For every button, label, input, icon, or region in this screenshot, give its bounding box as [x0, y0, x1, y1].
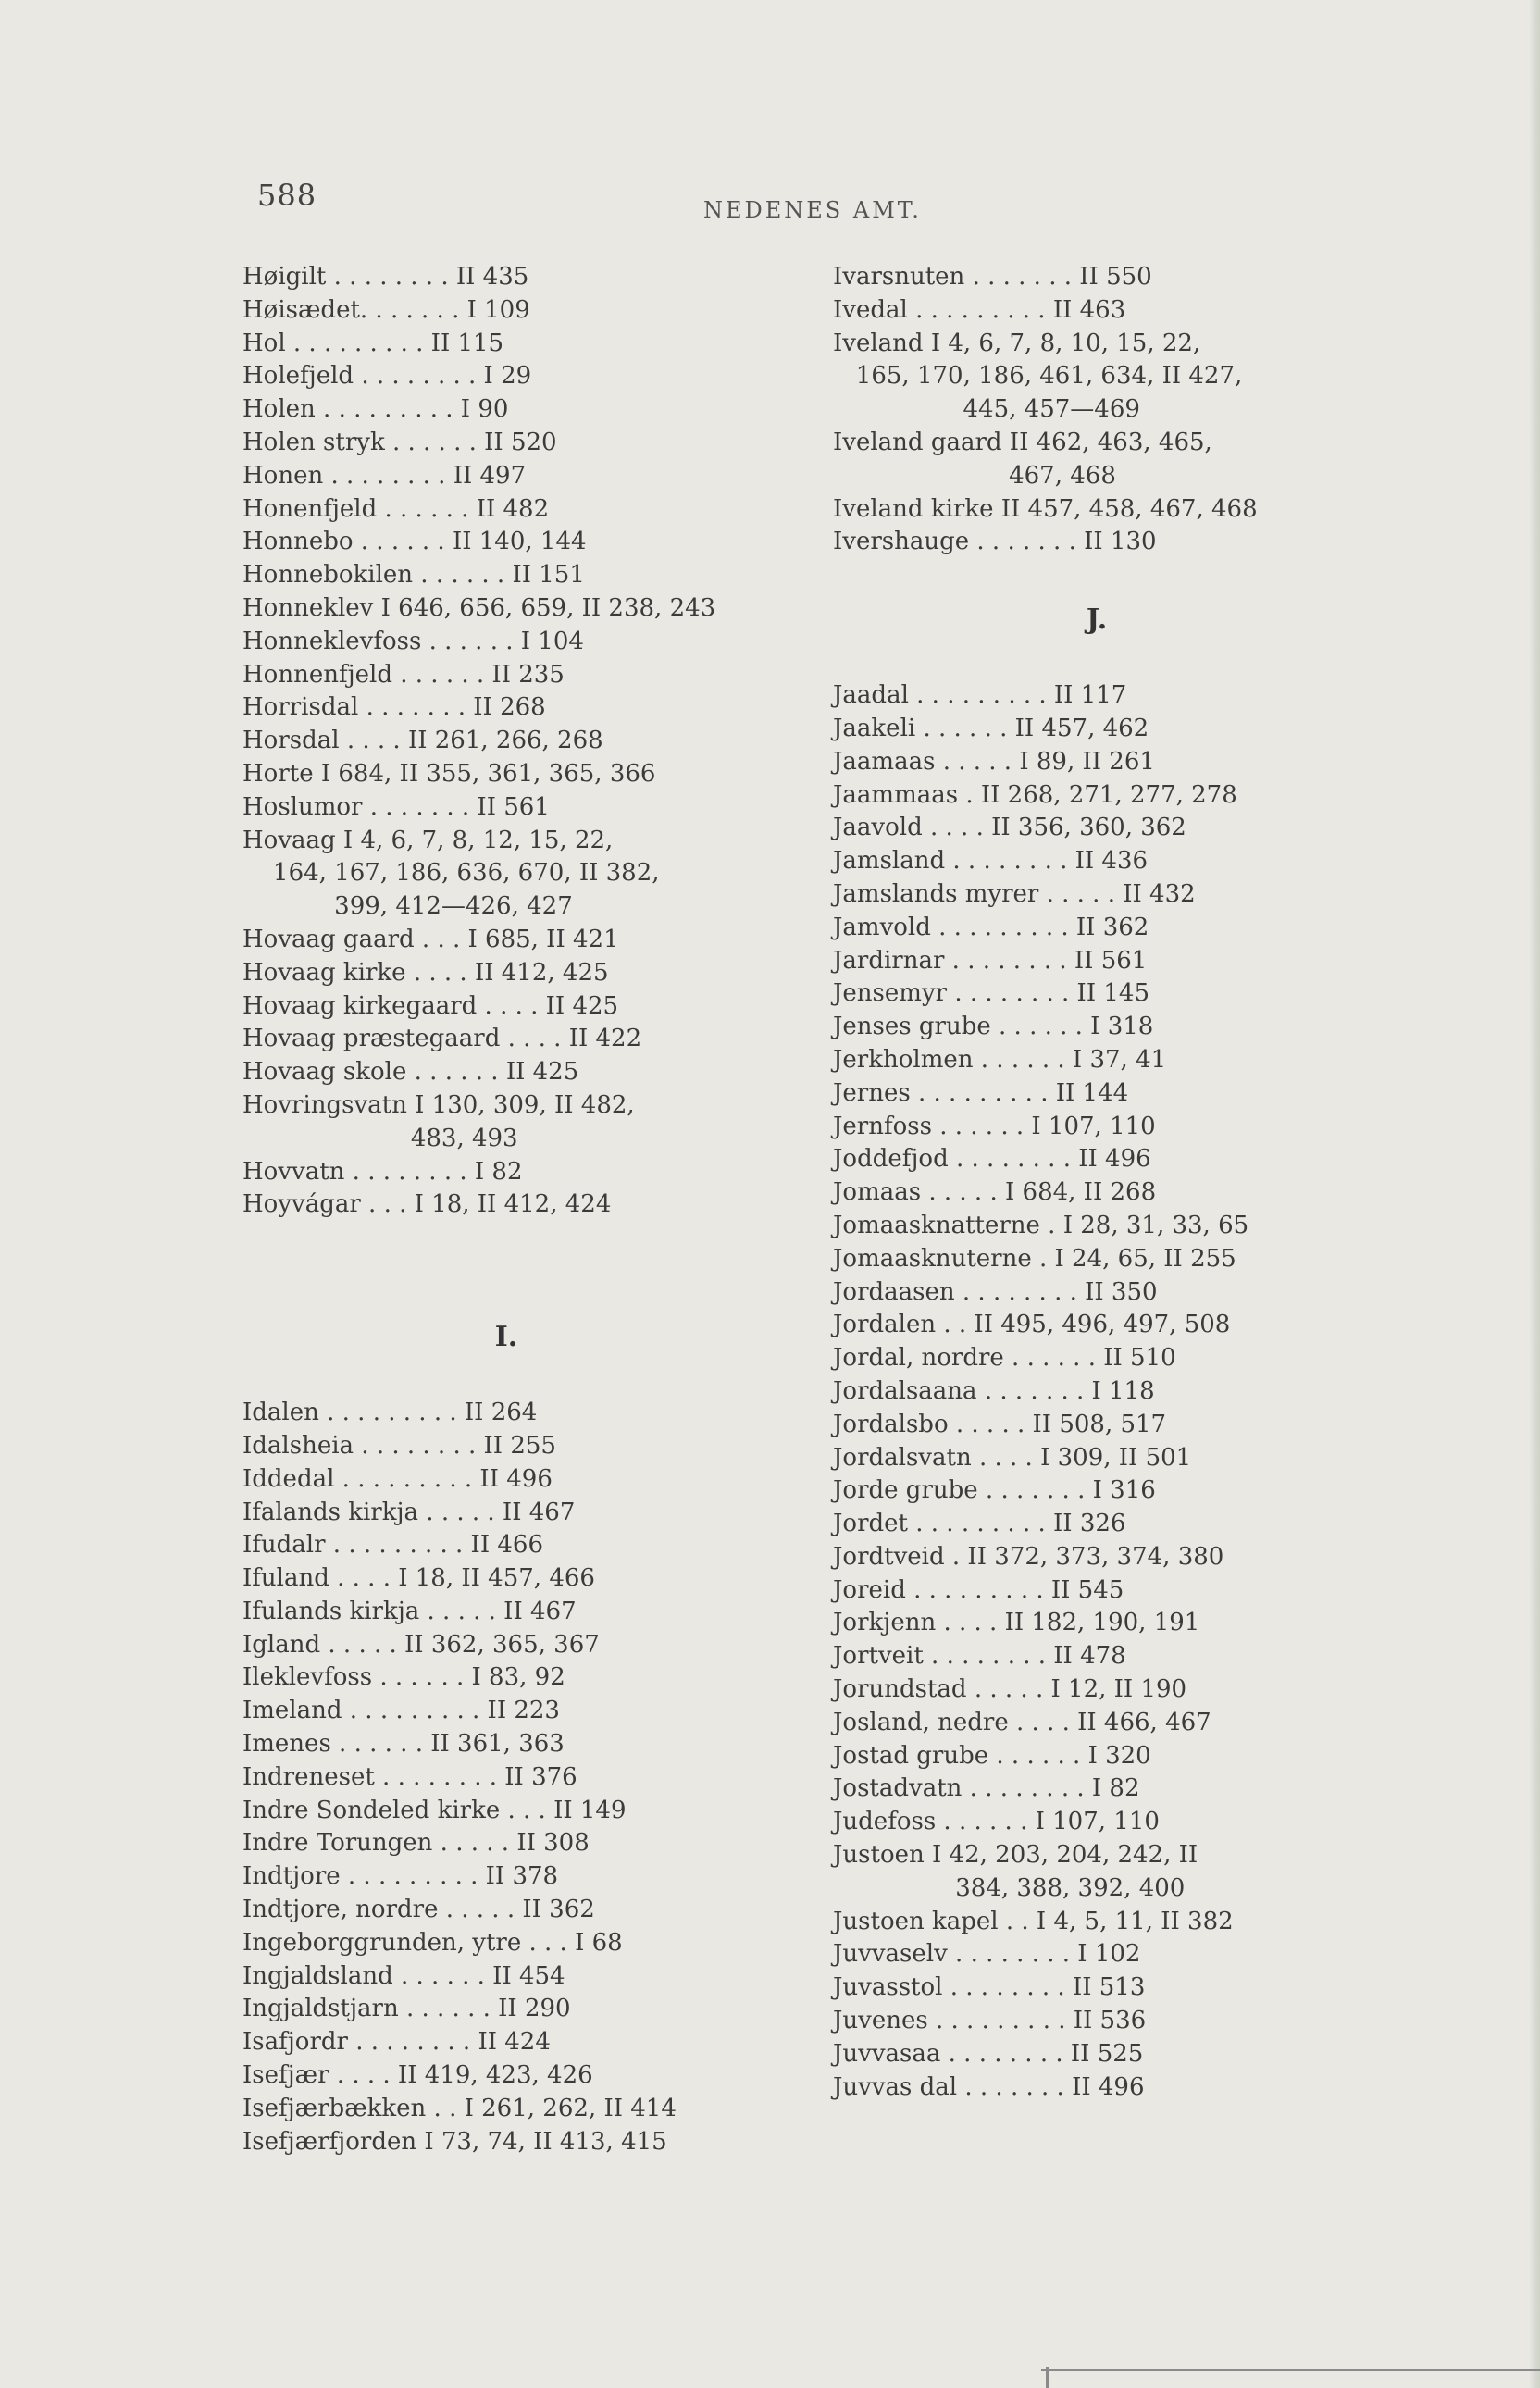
footer-rule	[1041, 2369, 1540, 2371]
index-entry: Juvvaselv . . . . . . . . I 102	[833, 1940, 1141, 1969]
index-entry: Horrisdal . . . . . . . II 268	[242, 693, 546, 722]
index-entry: Jardirnar . . . . . . . . II 561	[833, 946, 1148, 975]
index-entry: Igland . . . . . II 362, 365, 367	[242, 1630, 600, 1659]
index-entry: Idalen . . . . . . . . . II 264	[242, 1399, 538, 1427]
h-entries	[242, 261, 770, 1222]
index-entry: Hovaag I 4, 6, 7, 8, 12, 15, 22,	[242, 826, 614, 854]
index-entry: Holefjeld . . . . . . . . I 29	[242, 362, 532, 391]
index-entry: Jordet . . . . . . . . . II 326	[833, 1510, 1126, 1538]
index-entry: Jomaasknuterne . I 24, 65, II 255	[833, 1244, 1236, 1273]
index-entry: Jordalsbo . . . . . II 508, 517	[833, 1410, 1167, 1438]
index-entry: Justoen kapel . . I 4, 5, 11, II 382	[833, 1907, 1234, 1935]
index-entry: Ifudalr . . . . . . . . . II 466	[242, 1531, 543, 1560]
index-entry: Juvenes . . . . . . . . . II 536	[833, 2007, 1147, 2035]
index-entry: Juvvas dal . . . . . . . II 496	[833, 2072, 1145, 2101]
footer-tick	[1046, 2367, 1049, 2388]
iv-entries	[833, 261, 1360, 559]
index-entry: Iveland I 4, 6, 7, 8, 10, 15, 22,	[833, 329, 1201, 357]
index-entry: Jaavold . . . . II 356, 360, 362	[833, 814, 1186, 842]
index-entry: Honen . . . . . . . . II 497	[242, 461, 527, 490]
index-entry: Jaakeli . . . . . . II 457, 462	[833, 714, 1149, 742]
index-entry: Jortveit . . . . . . . . II 478	[833, 1642, 1126, 1671]
index-entry: Joreid . . . . . . . . . II 545	[833, 1575, 1124, 1604]
index-entry: Jostad grube . . . . . . I 320	[833, 1741, 1151, 1770]
index-entry: 483, 493	[242, 1124, 518, 1152]
index-entry: Isafjordr . . . . . . . . II 424	[242, 2028, 551, 2057]
index-entry: Horte I 684, II 355, 361, 365, 366	[242, 759, 656, 788]
page-edge	[1529, 0, 1540, 2388]
index-entry: Jamsland . . . . . . . . II 436	[833, 847, 1149, 876]
index-entry: Honnebo . . . . . . II 140, 144	[242, 528, 587, 556]
index-entry: Idalsheia . . . . . . . . II 255	[242, 1431, 556, 1460]
index-entry: Holen . . . . . . . . . I 90	[242, 395, 509, 424]
j-entries	[833, 679, 1360, 2104]
index-entry: Jostadvatn . . . . . . . . I 82	[833, 1774, 1140, 1803]
index-entry: Ifuland . . . . I 18, II 457, 466	[242, 1564, 595, 1593]
index-entry: Hovaag kirkegaard . . . . II 425	[242, 991, 619, 1020]
index-entry: Honneklev I 646, 656, 659, II 238, 243	[242, 593, 716, 622]
index-entry: Isefjær . . . . II 419, 423, 426	[242, 2061, 593, 2090]
index-entry: Honnebokilen . . . . . . II 151	[242, 561, 585, 590]
index-entry: 384, 388, 392, 400	[833, 1873, 1186, 1902]
index-entry: Imeland . . . . . . . . . II 223	[242, 1697, 560, 1725]
index-entry: Horsdal . . . . II 261, 266, 268	[242, 727, 603, 755]
index-entry: Jaamaas . . . . . I 89, II 261	[833, 747, 1155, 776]
index-entry: Indreneset . . . . . . . . II 376	[242, 1762, 578, 1791]
index-entry: Indre Sondeled kirke . . . II 149	[242, 1796, 627, 1824]
index-entry: 165, 170, 186, 461, 634, II 427,	[833, 362, 1243, 391]
index-entry: Indre Torungen . . . . . II 308	[242, 1829, 590, 1858]
index-entry: Judefoss . . . . . . I 107, 110	[833, 1808, 1160, 1836]
index-entry: Honneklevfoss . . . . . . I 104	[242, 627, 584, 655]
index-entry: Jomaas . . . . . I 684, II 268	[833, 1178, 1157, 1207]
index-entry: Ifulands kirkja . . . . . II 467	[242, 1597, 577, 1625]
index-entry: Jerkholmen . . . . . . I 37, 41	[833, 1045, 1167, 1074]
index-entry: Hovaag præstegaard . . . . II 422	[242, 1025, 642, 1053]
index-entry: Jomaasknatterne . I 28, 31, 33, 65	[833, 1211, 1249, 1239]
left-column	[242, 261, 770, 2158]
index-entry: Iveland gaard II 462, 463, 465,	[833, 428, 1212, 456]
index-entry: Jordalsvatn . . . . I 309, II 501	[833, 1443, 1192, 1472]
index-entry: Isefjærfjorden I 73, 74, II 413, 415	[242, 2127, 667, 2156]
index-entry: Jaadal . . . . . . . . . II 117	[833, 681, 1127, 710]
index-entry: Imenes . . . . . . II 361, 363	[242, 1730, 565, 1759]
section-letter-j: J.	[1086, 603, 1108, 637]
index-entry: Ileklevfoss . . . . . . I 83, 92	[242, 1663, 565, 1692]
index-entry: Iddedal . . . . . . . . . II 496	[242, 1464, 553, 1493]
index-entry: Jorundstad . . . . . I 12, II 190	[833, 1675, 1187, 1704]
index-entry: Joddefjod . . . . . . . . II 496	[833, 1145, 1151, 1174]
index-entry: Jordal, nordre . . . . . . II 510	[833, 1344, 1176, 1373]
index-entry: 467, 468	[833, 461, 1116, 490]
index-entry: Hoyvágar . . . I 18, II 412, 424	[242, 1190, 612, 1219]
index-entry: Ifalands kirkja . . . . . II 467	[242, 1498, 576, 1526]
page-number: 588	[257, 178, 317, 213]
index-entry: Josland, nedre . . . . II 466, 467	[833, 1708, 1211, 1736]
i-entries	[242, 1397, 770, 2158]
index-entry: Jernfoss . . . . . . I 107, 110	[833, 1112, 1156, 1140]
index-entry: Jernes . . . . . . . . . II 144	[833, 1078, 1129, 1107]
index-entry: Ivedal . . . . . . . . . II 463	[833, 295, 1126, 324]
index-entry: Jordalsaana . . . . . . . I 118	[833, 1376, 1155, 1405]
section-letter-i: I.	[494, 1321, 518, 1354]
index-entry: Ingjaldstjarn . . . . . . II 290	[242, 1995, 571, 2023]
index-entry: Jordalen . . II 495, 496, 497, 508	[833, 1311, 1231, 1339]
index-entry: Jenses grube . . . . . . I 318	[833, 1013, 1154, 1041]
index-entry: Indtjore, nordre . . . . . II 362	[242, 1896, 595, 1924]
index-entry: Hovvatn . . . . . . . . I 82	[242, 1157, 523, 1186]
index-entry: Holen stryk . . . . . . II 520	[242, 428, 557, 456]
index-entry: Jorkjenn . . . . II 182, 190, 191	[833, 1609, 1200, 1637]
index-entry: Justoen I 42, 203, 204, 242, II	[833, 1841, 1198, 1870]
index-entry: Jordaasen . . . . . . . . II 350	[833, 1277, 1158, 1306]
index-entry: Ingeborggrunden, ytre . . . I 68	[242, 1928, 623, 1957]
index-entry: Ivershauge . . . . . . . II 130	[833, 528, 1157, 556]
index-entry: Juvasstol . . . . . . . . II 513	[833, 1973, 1146, 2002]
index-entry: Jorde grube . . . . . . . I 316	[833, 1476, 1156, 1505]
index-entry: Jamvold . . . . . . . . . II 362	[833, 913, 1149, 941]
right-column	[833, 261, 1360, 2104]
index-entry: Juvvasaa . . . . . . . . II 525	[833, 2039, 1144, 2068]
index-entry: Ivarsnuten . . . . . . . II 550	[833, 263, 1152, 291]
index-entry: 399, 412—426, 427	[242, 892, 573, 921]
index-entry: Honnenfjeld . . . . . . II 235	[242, 660, 565, 689]
index-entry: Høisædet. . . . . . . I 109	[242, 295, 530, 324]
index-entry: 445, 457—469	[833, 395, 1140, 424]
index-entry: Isefjærbækken . . I 261, 262, II 414	[242, 2094, 677, 2122]
index-entry: Høigilt . . . . . . . . II 435	[242, 263, 529, 291]
running-head: NEDENES AMT.	[703, 197, 922, 223]
index-entry: 164, 167, 186, 636, 670, II 382,	[242, 859, 660, 888]
index-entry: Jensemyr . . . . . . . . II 145	[833, 979, 1149, 1008]
index-entry: Hovaag kirke . . . . II 412, 425	[242, 958, 609, 987]
index-entry: Jaammaas . II 268, 271, 277, 278	[833, 780, 1237, 809]
index-entry: Indtjore . . . . . . . . . II 378	[242, 1862, 559, 1891]
index-entry: Iveland kirke II 457, 458, 467, 468	[833, 494, 1258, 523]
index-entry: Hovringsvatn I 130, 309, II 482,	[242, 1090, 635, 1119]
index-entry: Hol . . . . . . . . . II 115	[242, 329, 504, 357]
index-entry: Hovaag skole . . . . . . II 425	[242, 1058, 579, 1087]
index-entry: Ingjaldsland . . . . . . II 454	[242, 1961, 565, 1990]
index-entry: Hoslumor . . . . . . . II 561	[242, 792, 550, 821]
index-entry: Jordtveid . II 372, 373, 374, 380	[833, 1542, 1224, 1571]
index-entry: Jamslands myrer . . . . . II 432	[833, 879, 1196, 908]
index-entry: Hovaag gaard . . . I 685, II 421	[242, 925, 619, 953]
index-entry: Honenfjeld . . . . . . II 482	[242, 494, 550, 523]
